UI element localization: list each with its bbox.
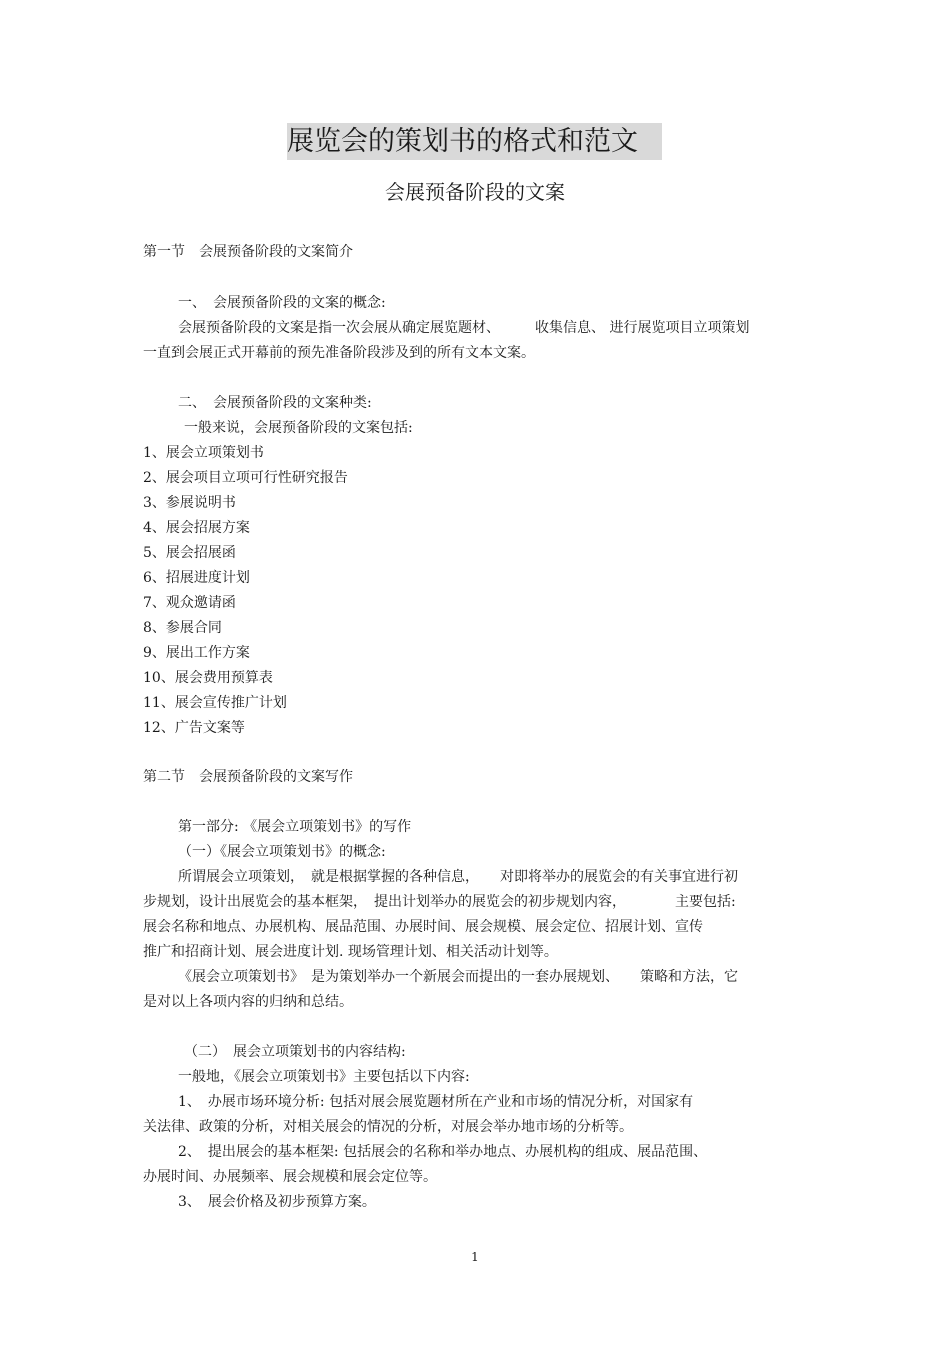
- paragraph-line: 步规划，设计出展览会的基本框架， 提出计划举办的展览会的初步规划内容， 主要包括:: [143, 894, 736, 910]
- list-item: 2、展会项目立项可行性研究报告: [143, 470, 348, 486]
- list-item: 8、参展合同: [143, 620, 222, 636]
- list-item: 1、展会立项策划书: [143, 445, 264, 461]
- page-number: 1: [471, 1250, 479, 1264]
- list-item: 9、展出工作方案: [143, 645, 250, 661]
- list-item: 11、展会宣传推广计划: [143, 695, 287, 711]
- list-item: 10、展会费用预算表: [143, 670, 273, 686]
- list-item: 12、广告文案等: [143, 720, 245, 736]
- list-item: 3、参展说明书: [143, 495, 236, 511]
- subsection-heading: （二） 展会立项策划书的内容结构:: [184, 1044, 406, 1060]
- paragraph-line: 一直到会展正式开幕前的预先准备阶段涉及到的所有文本文案。: [143, 345, 535, 361]
- paragraph-line: 关法律、政策的分析，对相关展会的情况的分析，对展会举办地市场的分析等。: [143, 1119, 633, 1135]
- list-item: 6、招展进度计划: [143, 570, 250, 586]
- subsection-heading: 二、 会展预备阶段的文案种类:: [178, 395, 372, 411]
- list-item: 4、展会招展方案: [143, 520, 250, 536]
- list-item: 7、观众邀请函: [143, 595, 236, 611]
- paragraph-line: 会展预备阶段的文案是指一次会展从确定展览题材、 收集信息、 进行展览项目立项策划: [178, 320, 750, 336]
- list-item: 5、展会招展函: [143, 545, 236, 561]
- paragraph-line: 一般来说，会展预备阶段的文案包括:: [184, 420, 413, 436]
- paragraph-line: 展会名称和地点、办展机构、展品范围、办展时间、展会规模、展会定位、招展计划、宣传: [143, 919, 703, 935]
- paragraph-line: 是对以上各项内容的归纳和总结。: [143, 994, 353, 1010]
- paragraph-line: 2、 提出展会的基本框架: 包括展会的名称和举办地点、办展机构的组成、展品范围、: [178, 1144, 708, 1160]
- paragraph-line: 一般地，《展会立项策划书》主要包括以下内容:: [178, 1069, 470, 1085]
- section-heading: 第二节 会展预备阶段的文案写作: [143, 769, 353, 785]
- subsection-heading: （一）《展会立项策划书》的概念:: [178, 844, 386, 860]
- paragraph-line: 3、 展会价格及初步预算方案。: [178, 1194, 376, 1210]
- subsection-heading: 一、 会展预备阶段的文案的概念:: [178, 295, 386, 311]
- paragraph-line: 办展时间、办展频率、展会规模和展会定位等。: [143, 1169, 437, 1185]
- section-heading: 第一节 会展预备阶段的文案简介: [143, 244, 353, 260]
- paragraph-line: 所谓展会立项策划， 就是根据掌握的各种信息， 对即将举办的展览会的有关事宜进行初: [178, 869, 738, 885]
- document-title: 展览会的策划书的格式和范文: [287, 123, 662, 160]
- paragraph-line: 《展会立项策划书》 是为策划举办一个新展会而提出的一套办展规划、 策略和方法，它: [178, 969, 738, 985]
- paragraph-line: 1、 办展市场环境分析: 包括对展会展览题材所在产业和市场的情况分析，对国家有: [178, 1094, 694, 1110]
- subsection-heading: 第一部分: 《展会立项策划书》的写作: [178, 819, 412, 835]
- paragraph-line: 推广和招商计划、展会进度计划. 现场管理计划、相关活动计划等。: [143, 944, 558, 960]
- document-subtitle: 会展预备阶段的文案: [385, 180, 565, 204]
